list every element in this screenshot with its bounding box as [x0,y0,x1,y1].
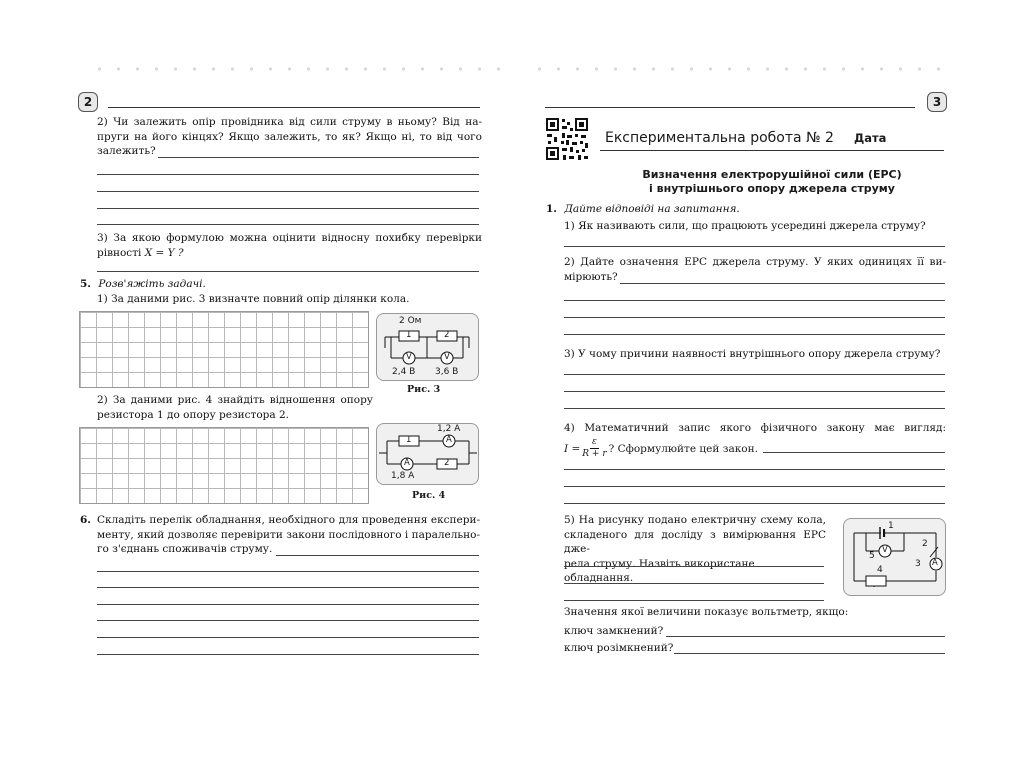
fig4-a-bottom: 1,8 А [391,471,415,481]
answer-line[interactable] [97,191,479,192]
fig5-label-4: 4 [877,565,883,575]
answer-line[interactable] [97,174,479,175]
figure-3 [376,313,479,381]
t52-line-2: резистора 1 до опору резистора 2. [97,408,290,421]
fig3-v2: 3,6 В [435,367,459,377]
t6-line-1: Складіть перелік обладнання, необхідного для проведення експери- [97,514,480,526]
answer-grid-2[interactable] [79,427,369,504]
question-3-right: 3) У чому причини наявності внутрішнього опору джерела струму? [564,348,941,360]
rq5-line-1: 5) На рисунку подано електричну схему кола, [564,514,826,526]
answer-line[interactable] [564,246,945,247]
page-number-left: 2 [78,92,98,112]
task-5-2 [97,393,373,422]
task-6 [80,513,480,557]
q3-formula: X = Y ? [144,246,184,259]
answer-line[interactable] [564,317,945,318]
worksheet-subtitle [600,168,944,196]
fig5-ammeter: A [932,558,938,568]
date-label: Дата [854,131,887,145]
fig4-caption: Рис. 4 [412,490,446,501]
question-1: 1) Як називають сили, що працюють усередині джерела струму? [564,220,926,232]
task-5-1: 1) За даними рис. 3 визначте повний опір ділянки кола. [97,293,410,305]
answer-line[interactable] [276,555,479,556]
formula-lhs: I = [564,442,581,455]
answer-line[interactable] [620,283,945,284]
t6-line-3: го з'єднань споживачів струму. [97,543,273,556]
formula-denominator: R + r [582,449,607,459]
top-dots-right [530,66,950,72]
q2-line-2: пруги на його кінцях? Якщо залежить, то як? Якщо ні, то від чого [97,130,482,143]
task6-number: 6. [80,514,91,526]
header-rule-right [545,107,915,108]
figure-5-circuit [844,519,945,595]
fig4-r1-label: 1 [406,435,412,445]
q3-line-2: рівності [97,246,142,259]
answer-line[interactable] [564,334,945,335]
fig4-a-top: 1,2 А [437,424,461,434]
answer-grid-1[interactable] [79,311,369,388]
task5-number: 5. [80,278,91,290]
answer-line[interactable] [564,408,945,409]
answer-line[interactable] [158,157,479,158]
key-closed-question: ключ замкнений? [564,625,664,637]
answer-line[interactable] [564,566,824,567]
task-5-heading [80,277,480,292]
fig5-label-2: 2 [922,539,928,549]
rq2-line-2: мірюють? [564,270,618,283]
answer-line[interactable] [97,571,479,572]
answer-line[interactable] [763,452,945,453]
question-2-right [564,255,946,284]
subtitle-line-1: Визначення електрорушійної сили (ЕРС) [642,168,902,181]
question-4 [564,421,946,436]
voltmeter-question: Значення якої величини показує вольтметр, якщо: [564,606,849,618]
q2-line-3: залежить? [97,145,156,158]
answer-line[interactable] [97,271,479,272]
answer-line[interactable] [97,620,479,621]
fig5-label-3: 3 [915,559,921,569]
title-underline [600,150,944,151]
fig4-ammeter-1: A [446,435,452,445]
fig3-voltmeter-1: V [406,352,412,362]
task1-number: 1. [546,203,557,215]
rq5-line-3: рела струму. Назвіть використане обладнання. [564,557,755,585]
rq2-line-1: 2) Дайте означення ЕРС джерела струму. У яких одиницях її ви- [564,256,946,268]
q2-line-1: 2) Чи залежить опір провідника від сили струму в ньому? Від на- [97,116,482,128]
answer-line[interactable] [97,654,479,655]
answer-line[interactable] [97,208,479,209]
ohm-law-formula [564,437,758,460]
task5-title: Розв'яжіть задачі. [98,278,206,290]
t52-line-1: 2) За даними рис. 4 знайдіть відношення опору [97,394,373,406]
fig4-r2-label: 2 [444,458,450,468]
page-number-right: 3 [927,92,947,112]
answer-line[interactable] [564,469,945,470]
task-1-heading [546,202,946,217]
answer-line[interactable] [564,391,945,392]
answer-line[interactable] [666,636,945,637]
fig3-r2-label: 2 [444,330,450,340]
fig3-voltmeter-2: V [444,352,450,362]
subtitle-line-2: і внутрішнього опору джерела струму [649,182,895,195]
rq4-line-1: 4) Математичний запис якого фізичного закону має вигляд: [564,422,946,434]
figure-4 [376,423,479,485]
key-open-question: ключ розімкнений? [564,642,674,654]
fig3-r1-value: 2 Ом [399,316,422,326]
q3-line-1: 3) За якою формулою можна оцінити відносну похибку перевірки [97,232,482,244]
fig3-caption: Рис. 3 [407,384,441,395]
answer-line[interactable] [97,604,479,605]
fig4-ammeter-2: A [404,458,410,468]
formula-numerator: ε [592,437,597,447]
answer-line[interactable] [564,583,824,584]
fig3-v1: 2,4 В [392,367,416,377]
answer-line[interactable] [564,503,945,504]
fig5-label-5: 5 [869,551,875,561]
worksheet-title: Експериментальна робота № 2 [605,130,834,146]
figure-5 [843,518,946,596]
answer-line[interactable] [97,587,479,588]
t6-line-2: менту, який дозволяє перевірити закони послідовного і паралельно- [97,528,480,541]
answer-line[interactable] [564,300,945,301]
answer-line[interactable] [97,224,479,225]
fig5-label-1: 1 [888,521,894,531]
qr-code-icon [545,117,589,161]
header-rule-left [108,107,480,108]
top-dots-left [90,66,505,72]
answer-line[interactable] [674,653,945,654]
answer-line[interactable] [97,637,479,638]
question-4-tail: ? Сформулюйте цей закон. [608,442,758,455]
answer-line[interactable] [564,486,945,487]
rq5-line-2: складеного для досліду з вимірювання ЕРС дже- [564,528,826,556]
question-2-left [97,115,482,159]
question-5 [564,513,826,586]
answer-line[interactable] [564,600,824,601]
answer-line[interactable] [564,374,945,375]
task1-title: Дайте відповіді на запитання. [564,203,740,215]
fig3-r1-label: 1 [406,330,412,340]
fig5-voltmeter: V [882,545,888,555]
question-3-left [97,231,482,260]
